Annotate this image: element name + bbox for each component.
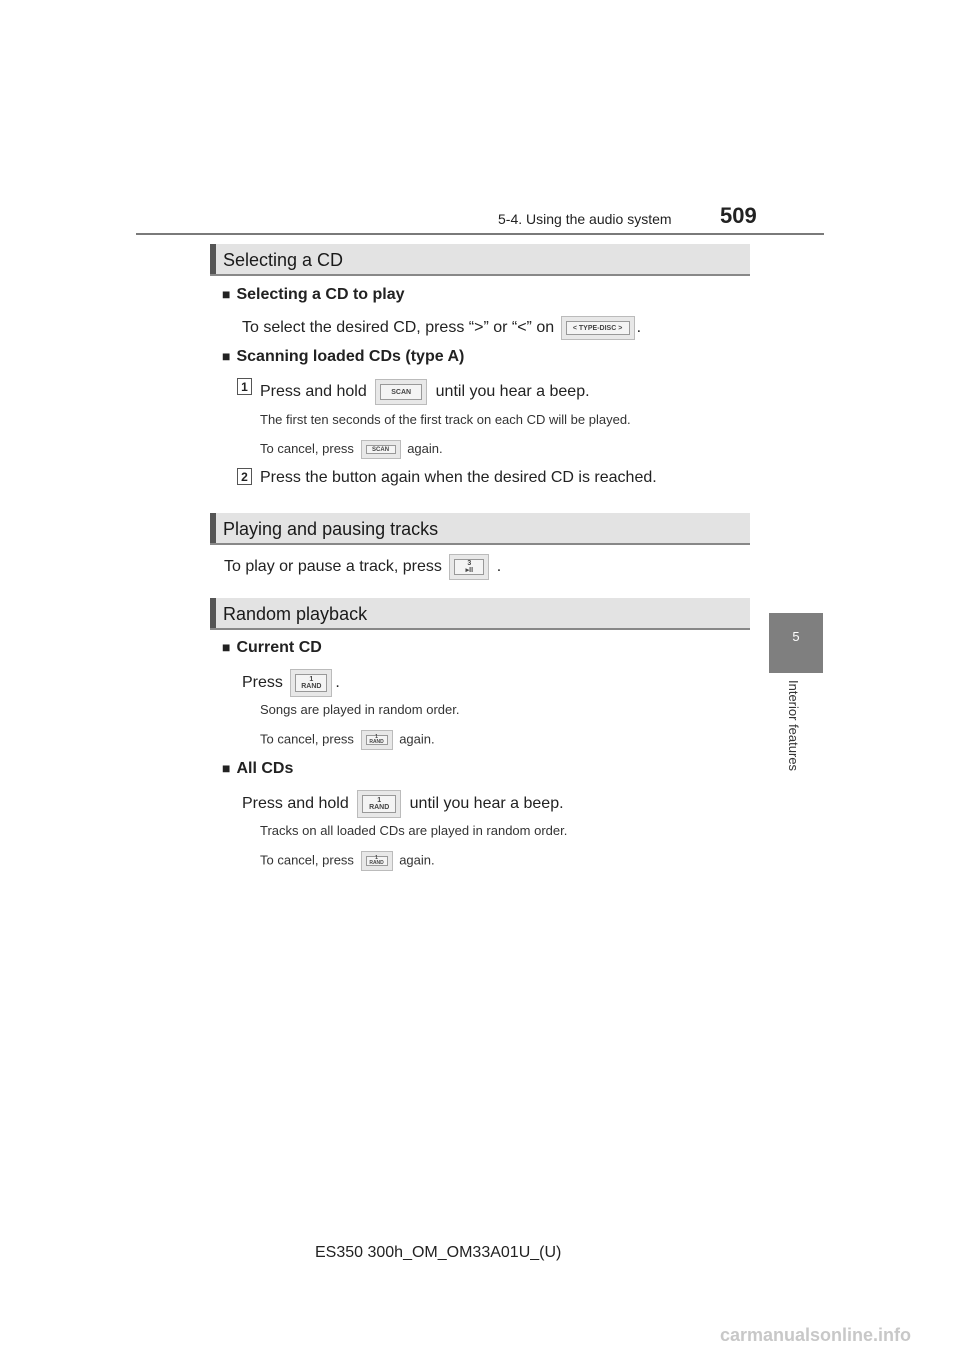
instruction-text: To play or pause a track, press xyxy=(224,558,442,576)
section-title: Random playback xyxy=(223,604,368,624)
rand-text: RAND xyxy=(369,739,384,745)
step-text: Press and hold xyxy=(260,383,367,401)
note-text-end: again. xyxy=(399,852,435,868)
instruction-text: Press xyxy=(242,674,283,692)
scan-button-image-small xyxy=(361,440,401,459)
rand-text: RAND xyxy=(369,860,384,866)
square-bullet-icon: ■ xyxy=(222,760,231,776)
subheading-text: Scanning loaded CDs (type A) xyxy=(236,348,465,365)
square-bullet-icon: ■ xyxy=(222,348,231,364)
scan-label: SCAN xyxy=(380,384,422,400)
chapter-number: 5 xyxy=(792,629,800,644)
chapter-label-text: Interior features xyxy=(786,680,801,772)
note-text-end: again. xyxy=(407,440,443,456)
step-number-2: 2 xyxy=(237,468,252,485)
subheading-scanning xyxy=(222,348,464,366)
section-title: Selecting a CD xyxy=(223,250,344,270)
section-heading-selecting xyxy=(210,244,750,276)
scan-label-small: SCAN xyxy=(366,445,396,454)
button-number: 1 xyxy=(375,855,378,861)
button-number: 3 xyxy=(467,560,472,567)
step-text-end: until you hear a beep. xyxy=(435,383,590,401)
play-pause-label xyxy=(454,559,484,575)
section-heading-playing xyxy=(210,513,750,545)
note-text: To cancel, press xyxy=(260,731,354,747)
play-pause-icon: ▸II xyxy=(465,567,474,574)
type-disc-button-image xyxy=(561,316,635,340)
scan-note: The first ten seconds of the first track on each CD will be played. xyxy=(260,412,631,427)
step-2-text: Press the button again when the desired CD is reached. xyxy=(260,469,657,486)
watermark: carmanualsonline.info xyxy=(720,1325,912,1345)
all-cds-cancel-note xyxy=(260,851,435,871)
rand-button-image-small xyxy=(361,730,393,750)
button-number: 1 xyxy=(309,676,314,683)
rand-button-image-small-2 xyxy=(361,851,393,871)
subheading-select-cd xyxy=(222,286,405,304)
chapter-tab xyxy=(769,613,823,673)
play-pause-instruction xyxy=(224,554,501,580)
running-header: 5-4. Using the audio system xyxy=(498,211,672,227)
random-cancel-note xyxy=(260,730,435,750)
note-text: To cancel, press xyxy=(260,440,354,456)
scan-cancel-note xyxy=(260,440,443,459)
instruction-text-end: until you hear a beep. xyxy=(409,795,564,813)
square-bullet-icon: ■ xyxy=(222,639,231,655)
header-divider xyxy=(136,233,824,235)
select-cd-instruction xyxy=(242,316,641,340)
subheading-current-cd xyxy=(222,639,322,657)
instruction-text-end: . xyxy=(636,319,642,337)
rand-text: RAND xyxy=(369,804,390,811)
scan-button-image xyxy=(375,379,427,405)
button-number: 1 xyxy=(375,734,378,740)
rand-text: RAND xyxy=(301,683,322,690)
chapter-label xyxy=(786,680,806,790)
section-heading-random xyxy=(210,598,750,630)
rand-button-image xyxy=(290,669,332,697)
play-pause-button-image xyxy=(449,554,489,580)
instruction-text-end: . xyxy=(335,674,340,692)
instruction-text: To select the desired CD, press “>” or “<” on xyxy=(242,319,555,337)
note-text: To cancel, press xyxy=(260,852,354,868)
all-cds-note: Tracks on all loaded CDs are played in random order. xyxy=(260,823,568,838)
footer-code: ES350 300h_OM_OM33A01U_(U) xyxy=(315,1244,562,1261)
instruction-text: Press and hold xyxy=(242,795,349,813)
random-note: Songs are played in random order. xyxy=(260,702,460,717)
subheading-text: Selecting a CD to play xyxy=(236,286,405,303)
current-cd-instruction xyxy=(242,669,340,697)
subheading-text: All CDs xyxy=(236,760,294,777)
step-1-text xyxy=(260,379,590,405)
section-title: Playing and pausing tracks xyxy=(223,519,439,539)
all-cds-instruction xyxy=(242,790,564,818)
instruction-text-end: . xyxy=(496,558,502,576)
note-text-end: again. xyxy=(399,731,435,747)
rand-label xyxy=(362,795,396,813)
rand-label xyxy=(295,674,327,692)
subheading-text: Current CD xyxy=(236,639,322,656)
type-disc-label: < TYPE-DISC > xyxy=(566,321,630,335)
rand-label-small xyxy=(366,735,388,745)
rand-label-small xyxy=(366,856,388,866)
step-number-1: 1 xyxy=(237,378,252,395)
page-number: 509 xyxy=(720,203,757,228)
square-bullet-icon: ■ xyxy=(222,286,231,302)
subheading-all-cds xyxy=(222,760,293,778)
button-number: 1 xyxy=(377,797,382,804)
rand-button-image-2 xyxy=(357,790,401,818)
